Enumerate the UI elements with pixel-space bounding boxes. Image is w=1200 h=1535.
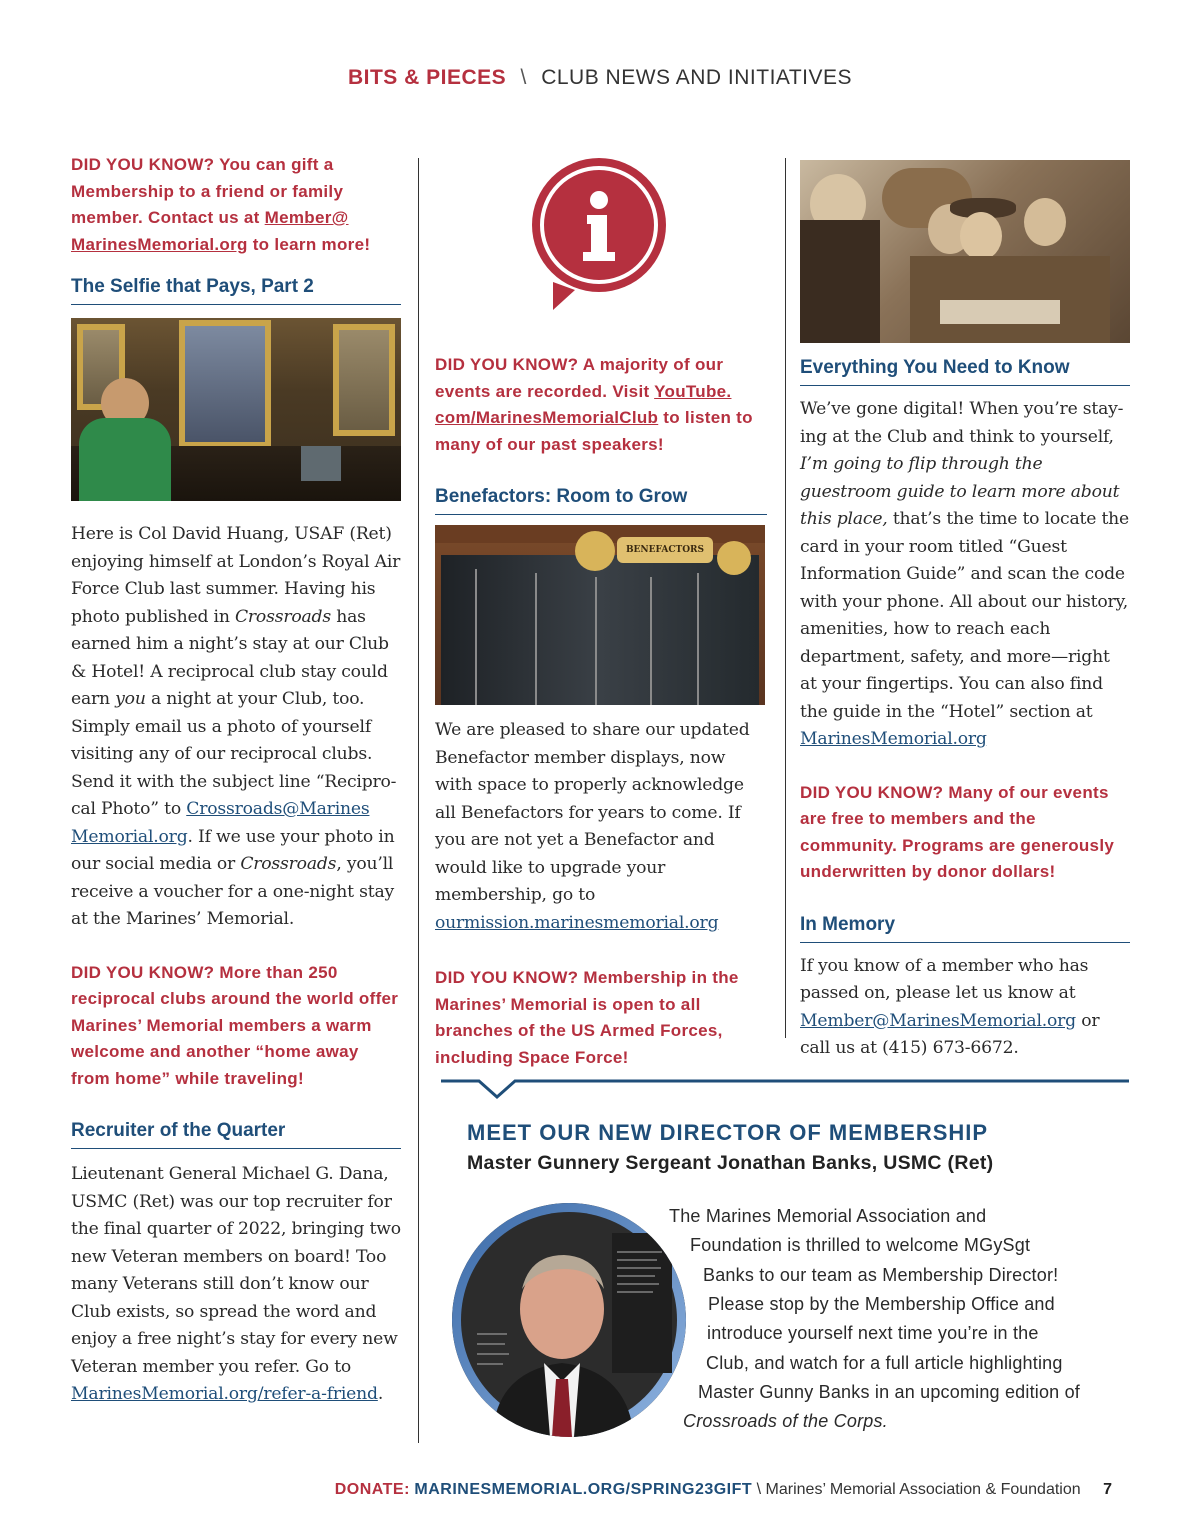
section-label: BITS & PIECES [347,66,507,89]
column-left [71,152,401,1409]
historic-marines-photo [800,160,1130,343]
memory-email-link[interactable]: Member@MarinesMemorial.org [800,1010,1076,1031]
did-you-know-branches: DID YOU KNOW? Membership in the Marines’ Memorial is open to all branches of the US Armed Forces, including Space Force! [435,968,739,1067]
info-speech-bubble-icon [435,152,767,312]
ourmission-link[interactable]: ourmission.marinesmemorial.org [435,912,719,933]
feature-line: Foundation is thrilled to welcome MGySgt [690,1235,1031,1255]
crossroads-email-link[interactable]: Crossroads@Marines Memorial.org [71,799,370,847]
feature-title: MEET OUR NEW DIRECTOR OF MEMBERSHIP [467,1120,989,1145]
footer-org: Marines’ Memorial Association & Foundation [765,1481,1081,1498]
feature-line: introduce yourself next time you’re in the [707,1323,1039,1343]
benefactors-body: We are pleased to share our updated Benefactor member displays, now with space to properly acknowledge all Benefactors for years to come. If you are not yet a Benefactor and would like to upgrade your membership, go to ourmission.marinesmemorial.org [435,720,750,933]
feature-line: Please stop by the Membership Office and [708,1294,1055,1314]
chevron-divider-icon [441,1078,1129,1102]
recruiter-title: Recruiter of the Quarter [71,1120,401,1149]
column-divider-right [785,158,786,1038]
page-header [0,66,1200,90]
recruiter-body: Lieutenant General Michael G. Dana, USMC (Ret) was our top recruiter for the final quarter of 2022, bringing two new Veteran members on board! Too many Veterans still don’t know our Club exists, so spread the word and enjoy a free night’s stay for every new Veteran member you refer. Go to MarinesMemorial.org/refer-a-friend. [71,1164,401,1404]
feature-line-italic: Crossroads of the Corps. [683,1411,888,1431]
feature-line: Master Gunny Banks in an upcoming edition of [698,1382,1081,1402]
feature-line: The Marines Memorial Association and [669,1206,987,1226]
section-subtitle: CLUB NEWS AND INITIATIVES [541,66,853,89]
did-you-know-reciprocal: DID YOU KNOW? More than 250 reciprocal clubs around the world offer Marines’ Memorial members a warm welcome and another “home away from home” while traveling! [71,962,399,1088]
page-footer [335,1481,1112,1499]
did-you-know-free-events: DID YOU KNOW? Many of our events are free to members and the community. Programs are generously underwritten by donor dollars! [800,782,1115,881]
everything-title: Everything You Need to Know [800,357,1130,386]
feature-line: Banks to our team as Membership Director! [703,1265,1059,1285]
memory-body: If you know of a member who has passed on, please let us know at Member@MarinesMemorial.org or call us at (415) 673-6672. [800,955,1100,1058]
everything-body: We’ve gone digital! When you’re stay-ing at the Club and think to yourself, I’m going to flip through the guestroom guide to learn more about this place, that’s the time to locate the card in your room titled “Guest Information Guide” and scan the code with your phone. All about our history, amenities, how to reach each department, safety, and more—right at your fingertips. You can also find the guide in the “Hotel” section at MarinesMemorial.org [800,399,1129,749]
benefactors-photo [435,525,765,705]
donate-label: DONATE: [334,1481,410,1498]
selfie-photo [71,318,401,501]
member-email-link[interactable]: Member@ MarinesMemorial.org [71,208,349,254]
youtube-link[interactable]: YouTube. com/MarinesMemorialClub [435,381,732,427]
feature-divider [441,1078,1129,1102]
column-divider-left [418,158,419,1443]
selfie-title: The Selfie that Pays, Part 2 [71,276,401,305]
refer-a-friend-link[interactable]: MarinesMemorial.org/refer-a-friend [71,1384,378,1404]
selfie-body: Here is Col David Huang, USAF (Ret) enjoying himself at London’s Royal Air Force Club last summer. Having his photo published in Crossroads has earned him a night’s stay at our Club & Hotel! A reciprocal club stay could earn you a night at your Club, too. Simply email us a photo of yourself visiting any of our reciprocal clubs. Send it with the subject line “Recipro-cal Photo” to Crossroads@Marines Memorial.org. If we use your photo in our social media or Crossroads, you’ll receive a voucher for a one-night stay at the Marines’ Memorial. [71,524,401,929]
header-separator: \ [520,66,527,89]
memory-title: In Memory [800,914,1130,943]
did-you-know-gift: DID YOU KNOW? You can gift a Membership to a friend or family member. Contact us at Member@ MarinesMemorial.org to learn more! [71,155,371,254]
column-middle [435,152,767,1071]
marinesmemorial-link[interactable]: MarinesMemorial.org [800,729,987,749]
column-right [800,160,1130,1063]
footer-separator: \ [756,1481,762,1498]
page-number: 7 [1103,1481,1112,1498]
benefactors-plaque: BENEFACTORS [617,537,713,563]
donate-link[interactable]: MARINESMEMORIAL.ORG/SPRING23GIFT [414,1481,753,1498]
portrait-image [452,1203,686,1437]
did-you-know-youtube: DID YOU KNOW? A majority of our events are recorded. Visit YouTube. com/MarinesMemorialClub to listen to many of our past speakers! [435,355,753,454]
benefactors-title: Benefactors: Room to Grow [435,486,767,515]
feature-line: Club, and watch for a full article highlighting [706,1353,1063,1373]
feature-subtitle: Master Gunnery Sergeant Jonathan Banks, USMC (Ret) [467,1152,994,1174]
director-portrait [452,1203,686,1437]
info-icon [435,152,767,312]
